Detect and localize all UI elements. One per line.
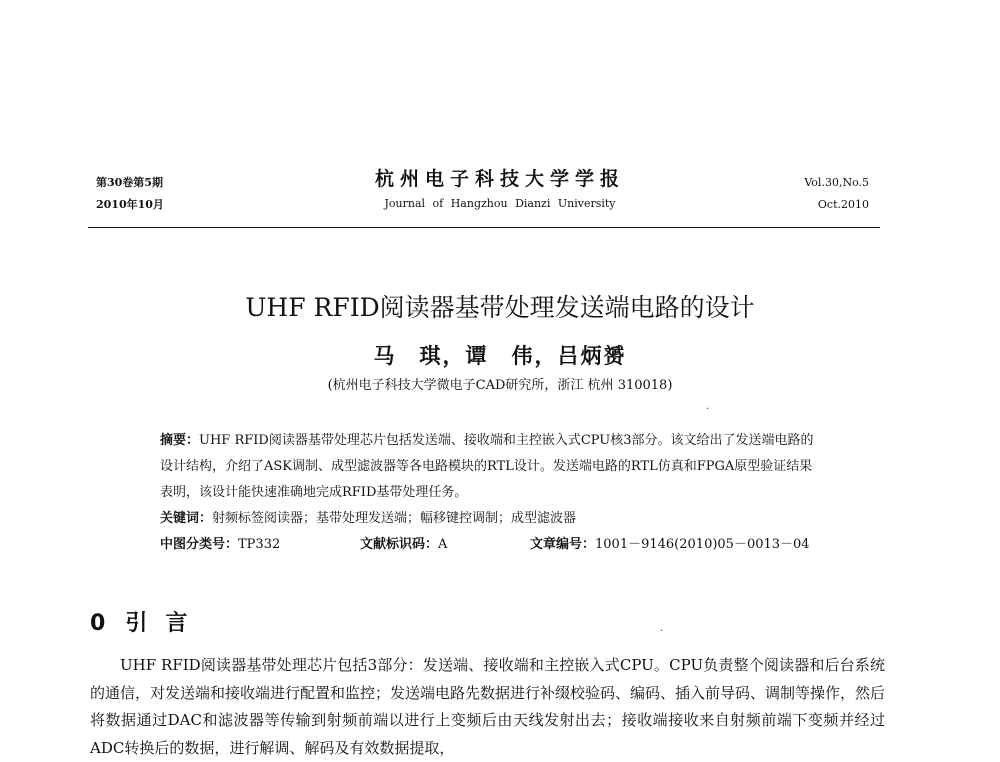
section-title: 引言 [125, 611, 206, 636]
keywords [160, 506, 820, 532]
date-cn: 2010年10月 [96, 198, 164, 211]
scan-speck: · [706, 404, 710, 415]
clc-number: 中图分类号：TP332 [160, 537, 281, 552]
journal-header [300, 164, 700, 210]
abstract-text: UHF RFID阅读器基带处理芯片包括发送端、接收端和主控嵌入式CPU核3部分。该文给出了发送端电路的设计结构，介绍了ASK调制、成型滤波器等各电路模块的RTL设计。发送端电路的RTL仿真和FPGA原型验证结果表明，该设计能快速准确地完成RFID基带处理任务。 [160, 433, 814, 500]
affiliation: (杭州电子科技大学微电子CAD研究所，浙江 杭州 310018) [327, 378, 673, 393]
journal-name-cn: 杭州电子科技大学学报 [374, 168, 625, 190]
article-number: 文章编号：1001－9146(2010)05－0013－04 [530, 537, 810, 552]
journal-name-en: Journal of Hangzhou Dianzi University [384, 197, 616, 210]
header-left [96, 172, 164, 216]
abstract [160, 428, 820, 506]
keywords-label: 关键词： [160, 511, 213, 526]
scan-speck: · [660, 626, 664, 637]
keywords-text: 射频标签阅读器；基带处理发送端；幅移键控调制；成型滤波器 [212, 511, 577, 526]
section-heading [90, 606, 205, 637]
header-rule [88, 227, 880, 228]
paper-title: UHF RFID阅读器基带处理发送端电路的设计 [245, 293, 755, 322]
classification-row [160, 532, 820, 558]
authors: 马 琪，谭 伟，吕炳赟 [373, 343, 627, 368]
document-code: 文献标识码：A [360, 537, 448, 552]
volume-cn: 第30卷第5期 [96, 176, 163, 189]
date-en: Oct.2010 [817, 198, 869, 211]
body-paragraph: UHF RFID阅读器基带处理芯片包括3部分：发送端、接收端和主控嵌入式CPU。CPU负责整个阅读器和后台系统的通信，对发送端和接收端进行配置和监控；发送端电路先数据进行补缀校验码、编码、插入前导码、调制等操作，然后将数据通过DAC和滤波器等传输到射频前端以进行上变频后由天线发射出去；接收端接收来自射频前端下变频并经过ADC转换后的数据，进行解调、解码及有效数据提取， [90, 656, 886, 757]
header-right [804, 172, 869, 216]
section-number: 0 [90, 611, 106, 636]
abstract-block [160, 428, 820, 558]
volume-en: Vol.30,No.5 [804, 176, 869, 189]
abstract-label: 摘要： [160, 433, 200, 448]
